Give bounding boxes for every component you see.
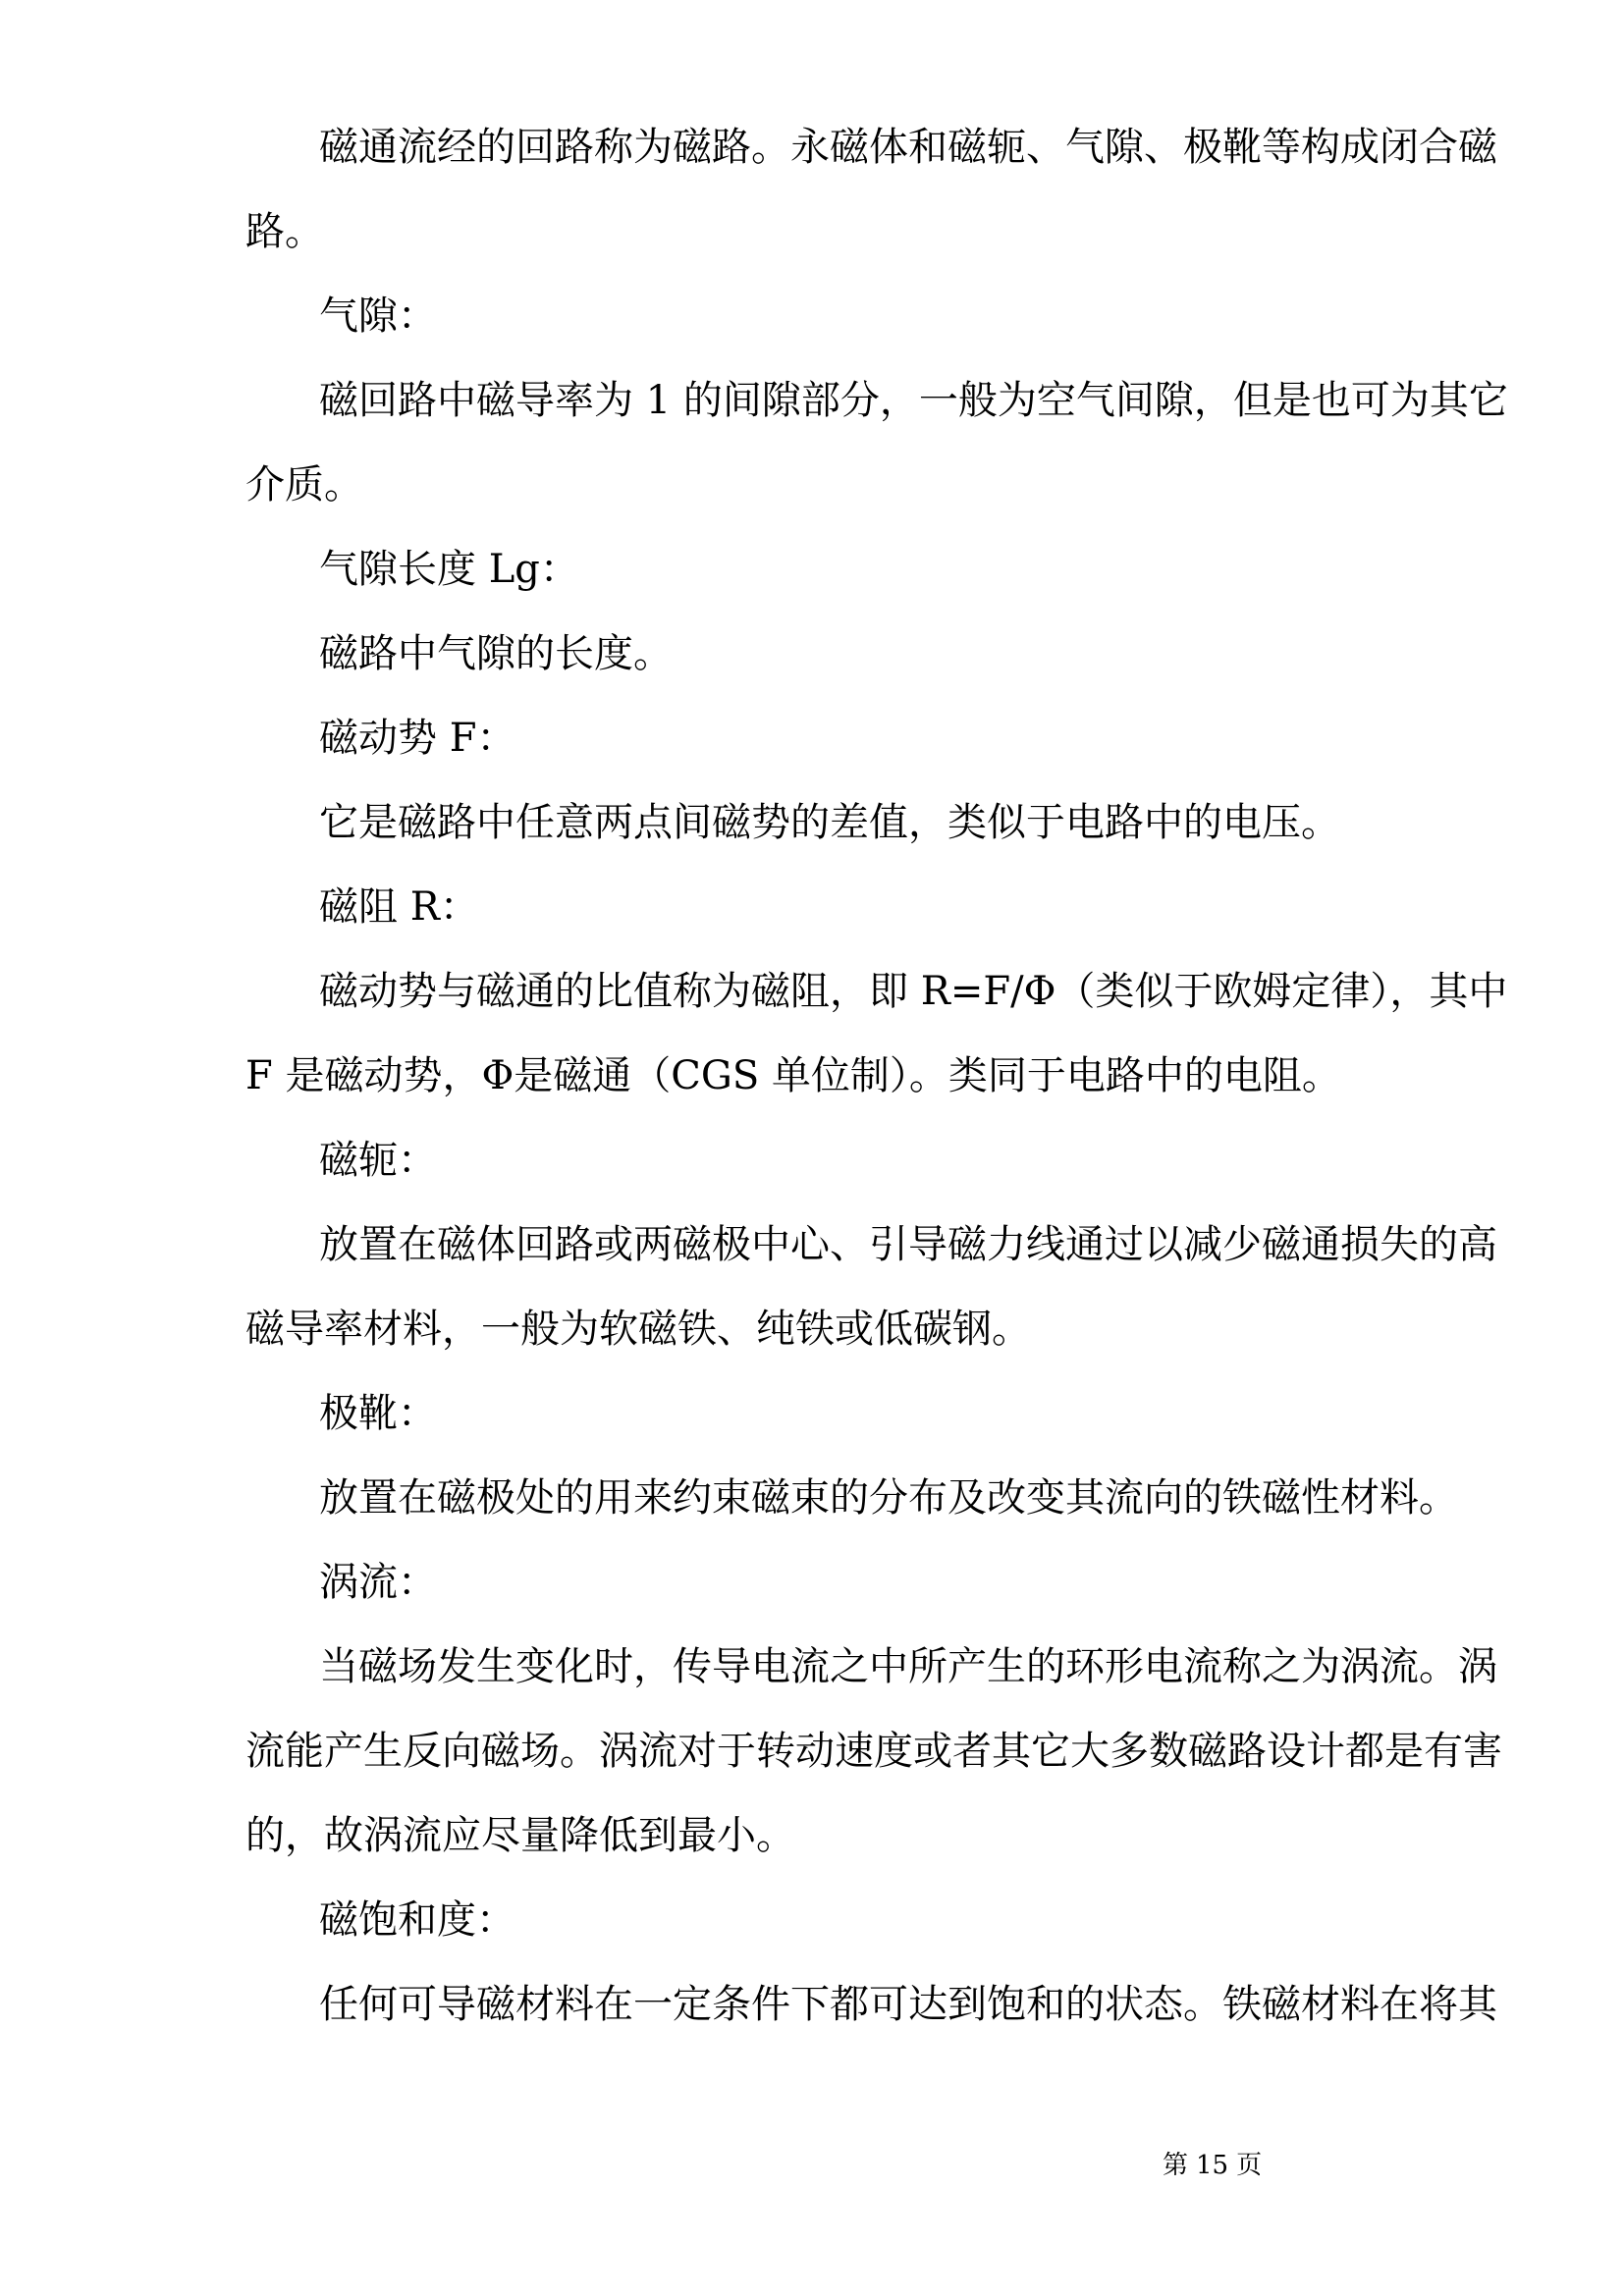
line-14: 放置在磁体回路或两磁极中心、引导磁力线通过以减少磁通损失的高	[319, 1222, 1497, 1267]
page-number-prefix: 第	[1163, 2151, 1189, 2180]
line-7: 磁路中气隙的长度。	[319, 631, 673, 676]
heading-eddy-current: 涡流：	[319, 1560, 437, 1605]
line-2: 路。	[245, 209, 324, 254]
line-23: 任何可导磁材料在一定条件下都可达到饱和的状态。铁磁材料在将其	[319, 1982, 1497, 2027]
page-number-suffix: 页	[1236, 2151, 1263, 2180]
line-5: 介质。	[245, 462, 363, 507]
page-number-footer	[1159, 2150, 1266, 2181]
heading-saturation: 磁饱和度：	[319, 1897, 515, 1943]
line-12: F 是磁动势，Φ是磁通（CGS 单位制）。类同于电路中的电阻。	[245, 1053, 1341, 1098]
heading-pole-shoe: 极靴：	[319, 1391, 437, 1436]
line-20: 流能产生反向磁场。涡流对于转动速度或者其它大多数磁路设计都是有害	[245, 1729, 1502, 1774]
line-15: 磁导率材料，一般为软磁铁、纯铁或低碳钢。	[245, 1307, 1031, 1352]
heading-air-gap-length: 气隙长度 Lg：	[319, 547, 579, 592]
line-21: 的，故涡流应尽量降低到最小。	[245, 1813, 795, 1858]
page-number: 15	[1196, 2151, 1229, 2180]
line-1: 磁通流经的回路称为磁路。永磁体和磁轭、气隙、极靴等构成闭合磁	[319, 125, 1497, 170]
line-17: 放置在磁极处的用来约束磁束的分布及改变其流向的铁磁性材料。	[319, 1475, 1458, 1521]
heading-mmf: 磁动势 F：	[319, 716, 516, 761]
line-19: 当磁场发生变化时，传导电流之中所产生的环形电流称之为涡流。涡	[319, 1644, 1497, 1689]
line-9: 它是磁路中任意两点间磁势的差值，类似于电路中的电压。	[319, 800, 1340, 845]
heading-air-gap: 气隙：	[319, 294, 437, 339]
heading-reluctance: 磁阻 R：	[319, 884, 479, 930]
line-4: 磁回路中磁导率为 1 的间隙部分，一般为空气间隙，但是也可为其它	[319, 378, 1508, 423]
line-11: 磁动势与磁通的比值称为磁阻，即 R=F/Φ（类似于欧姆定律），其中	[319, 969, 1508, 1014]
heading-yoke: 磁轭：	[319, 1138, 437, 1183]
